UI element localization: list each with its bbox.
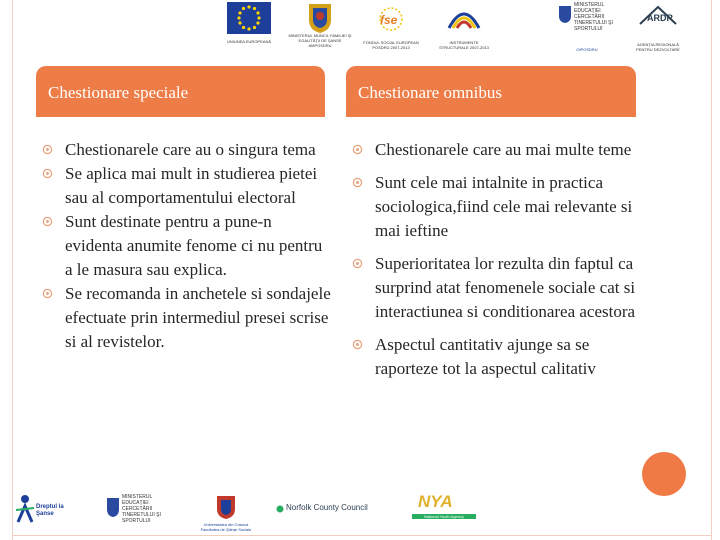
bullet-icon [352, 144, 363, 155]
nya-wordmark: NYA [418, 492, 453, 511]
decorative-orange-circle [642, 452, 686, 496]
fse-wordmark: fse [380, 13, 398, 27]
list-item: Aspectul cantitativ ajunge sa se raporteze tot la aspectul calitativ [352, 333, 642, 381]
footer-logo-strip [10, 490, 480, 536]
list-item: Sunt destinate pentru a pune-n evidenta anumite fenome ci nu pentru a le masura sau explica. [42, 210, 332, 282]
list-item: Chestionarele care au mai multe teme [352, 138, 642, 162]
bullet-icon [352, 339, 363, 350]
structural-instruments-logo: INSTRUMENTE STRUCTURALE 2007-2013 [436, 4, 492, 50]
ardr-logo: ARDR AGENŢIA REGIONALĂ PENTRU DEZVOLTARE [630, 2, 686, 52]
fse-logo: fse FONDUL SOCIAL EUROPEAN POSDRU 2007-2013 [360, 4, 422, 50]
university-craiova-logo: Universitatea din Craiova Facultatea de Ştiinţe Sociale [196, 494, 256, 538]
list-item: Superioritatea lor rezulta din faptul ca surprind atat fenomenele sociale cat si interactiunea si conditionarea acestora [352, 252, 642, 324]
ministry-labour-logo: MINISTERUL MUNCII, FAMILIEI ŞI EGALITĂŢII DE ŞANSE AMPOSDRU [288, 0, 352, 48]
bullet-icon [42, 288, 53, 299]
ardr-wordmark: ARDR [647, 13, 673, 23]
chestionare-omnibus-header: Chestionare omnibus [346, 66, 636, 117]
eu-flag-logo: UNIUNEA EUROPEANĂ [220, 2, 278, 44]
chestionare-speciale-list [42, 138, 332, 354]
right-border-line [711, 0, 712, 540]
bullet-icon [352, 258, 363, 269]
list-item: Se recomanda in anchetele si sondajele efectuate prin intermediul presei scrise si al revistelor. [42, 282, 332, 354]
list-item: Se aplica mai mult in studierea pietei sau al comportamentului electoral [42, 162, 332, 210]
left-border-line [12, 0, 13, 540]
nya-logo: NYA National Youth Agency [412, 492, 476, 528]
bullet-icon [42, 168, 53, 179]
dreptul-la-sanse-logo: Dreptul la Şanse [14, 494, 74, 530]
bullet-icon [42, 144, 53, 155]
header-logo-strip [210, 0, 690, 60]
chestionare-omnibus-list [352, 138, 642, 390]
ministry-education-logo: MINISTERUL EDUCAŢIEI CERCETĂRII TINERETULUI ŞI SPORTULUI OIPOSDRU [556, 0, 618, 52]
list-item: Sunt cele mai intalnite in practica sociologica,fiind cele mai relevante si mai ieftine [352, 171, 642, 243]
bullet-icon [42, 216, 53, 227]
bullet-icon [352, 177, 363, 188]
chestionare-speciale-header: Chestionare speciale [36, 66, 325, 117]
list-item: Chestionarele care au o singura tema [42, 138, 332, 162]
ministry-education-footer-logo: MINISTERUL EDUCAŢIEI CERCETĂRII TINERETULUI ŞI SPORTULUI [106, 494, 176, 530]
ministry-education-text: MINISTERUL EDUCAŢIEI CERCETĂRII TINERETULUI ŞI SPORTULUI [574, 2, 613, 32]
norfolk-council-logo: Norfolk County Council [274, 502, 386, 518]
